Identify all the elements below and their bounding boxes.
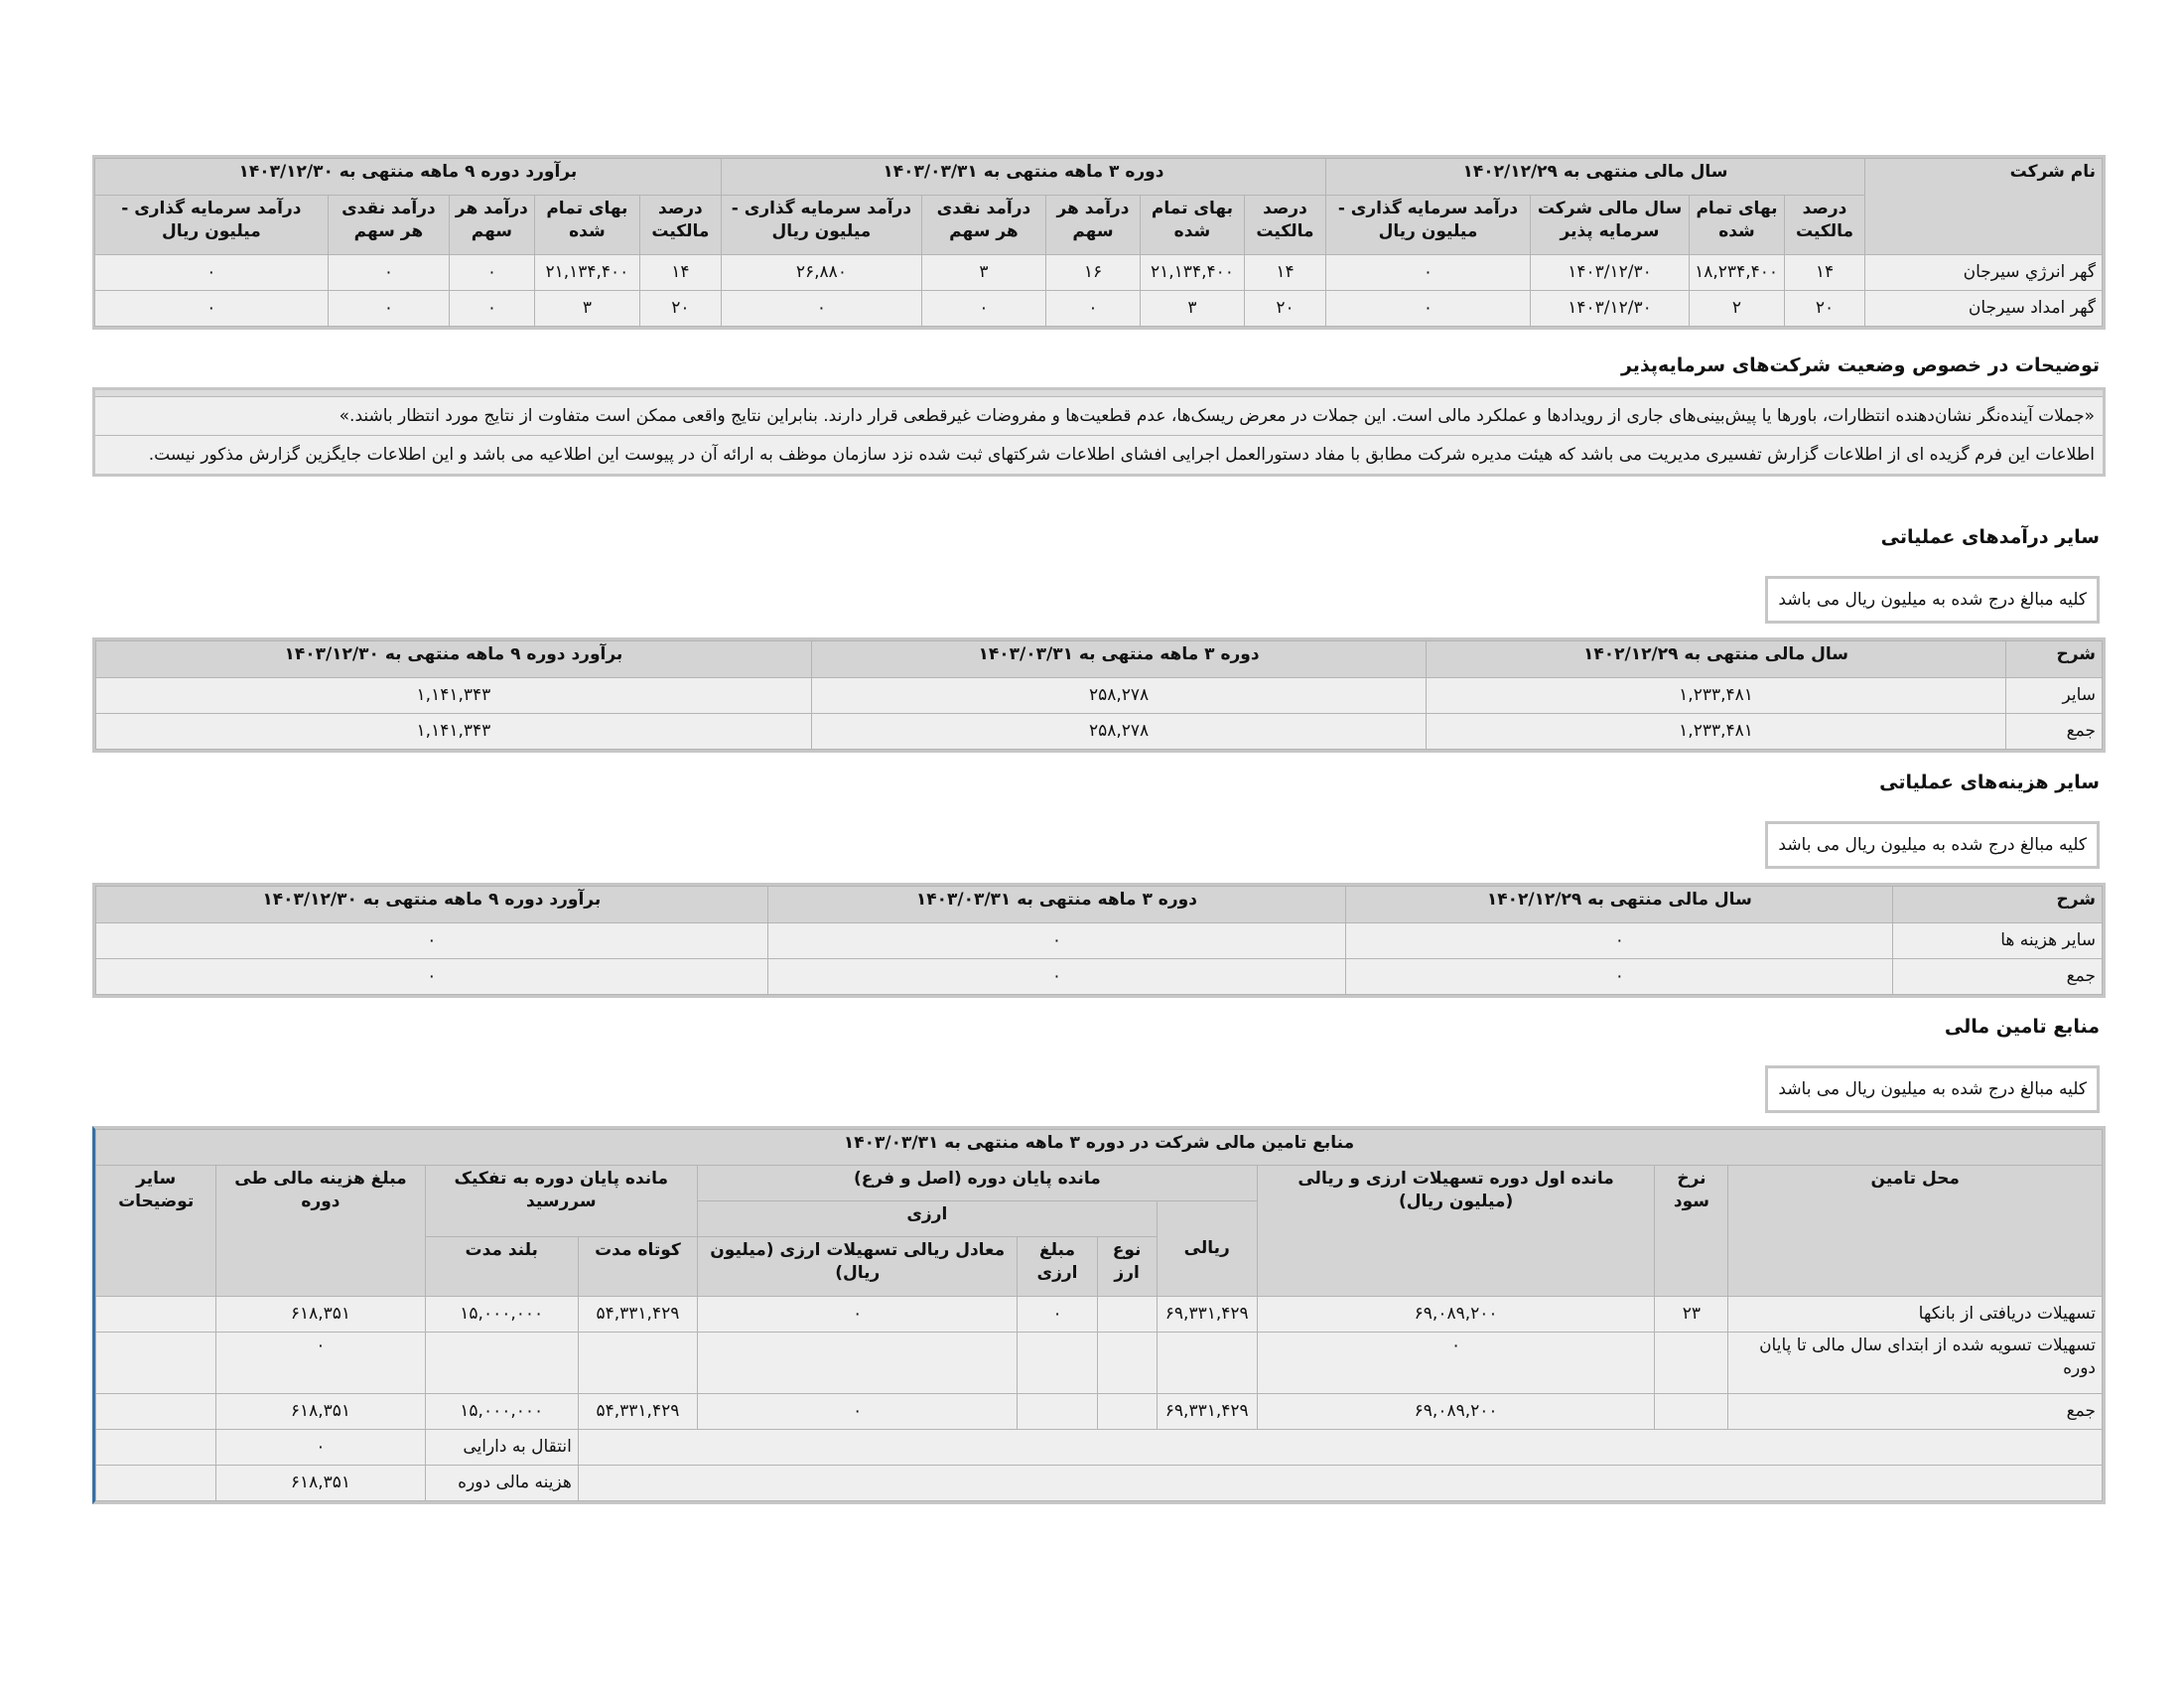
cell: ۱۴۰۳/۱۲/۳۰ xyxy=(1531,255,1690,291)
col-fy1402: سال مالی منتهی به ۱۴۰۲/۱۲/۲۹ xyxy=(1427,641,2005,678)
cell: ۱۸,۲۳۴,۴۰۰ xyxy=(1690,255,1785,291)
financing-table xyxy=(95,1129,2103,1501)
col-description: شرح xyxy=(2005,641,2102,678)
col-source: محل تامین xyxy=(1728,1166,2103,1297)
source-label: جمع xyxy=(1728,1394,2103,1430)
cell: ۱,۲۳۳,۴۸۱ xyxy=(1427,678,2005,714)
cell: ۲۰ xyxy=(639,291,721,327)
other-income-unit-note: کلیه مبالغ درج شده به میلیون ریال می باشد xyxy=(1765,576,2100,624)
investees-table-wrap xyxy=(92,155,2106,330)
blank-cell xyxy=(578,1466,2102,1501)
cell: ۰ xyxy=(767,959,1345,995)
cell: ۰ xyxy=(767,923,1345,959)
source-label: تسهیلات تسویه شده از ابتدای سال مالی تا پایان دوره xyxy=(1728,1333,2103,1394)
row-label: جمع xyxy=(1893,959,2103,995)
g3-income: درآمد سرمایه گذاری - میلیون ریال xyxy=(94,196,328,255)
cell xyxy=(1157,1333,1257,1394)
cell: ۰ xyxy=(1257,1333,1655,1394)
col-short-term: کوتاه مدت xyxy=(578,1237,697,1297)
table-row xyxy=(96,923,2103,959)
financing-table-title: منابع تامین مالی شرکت در دوره ۳ ماهه منتهی به ۱۴۰۳/۰۳/۳۱ xyxy=(96,1130,2103,1166)
financing-title: منابع تامین مالی xyxy=(1944,1016,2100,1038)
cell: ۰ xyxy=(216,1333,425,1394)
investees-table xyxy=(94,158,2103,327)
row-label: سایر هزینه ها xyxy=(1893,923,2103,959)
g3-eps: درآمد هر سهم xyxy=(449,196,534,255)
cell: ۱,۱۴۱,۳۴۳ xyxy=(96,678,812,714)
cell: ۰ xyxy=(96,923,768,959)
explanations-title: توضیحات در خصوص وضعیت شرکت‌های سرمایه‌پذیر xyxy=(1620,354,2100,376)
cell: ۲۵۸,۲۷۸ xyxy=(811,678,1427,714)
cell: ۰ xyxy=(698,1297,1018,1333)
cell xyxy=(96,1333,216,1394)
cell: ۳ xyxy=(534,291,639,327)
cell: ۲۳ xyxy=(1655,1297,1728,1333)
col-q1-1403: دوره ۳ ماهه منتهی به ۱۴۰۳/۰۳/۳۱ xyxy=(767,887,1345,923)
financing-unit-note: کلیه مبالغ درج شده به میلیون ریال می باشد xyxy=(1765,1065,2100,1113)
table-row xyxy=(96,1394,2103,1430)
cell xyxy=(698,1333,1018,1394)
cell: ۰ xyxy=(94,291,328,327)
cell: ۶۹,۰۸۹,۲۰۰ xyxy=(1257,1394,1655,1430)
col-closing: مانده پایان دوره (اصل و فرع) xyxy=(698,1166,1258,1201)
col-fx-equiv: معادل ریالی تسهیلات ارزی (میلیون ریال) xyxy=(698,1237,1018,1297)
cell: ۰ xyxy=(1346,923,1893,959)
col-other: سایر توضیحات xyxy=(96,1166,216,1297)
table-row xyxy=(96,1297,2103,1333)
g1-fiscal-year: سال مالی شرکت سرمایه پذیر xyxy=(1531,196,1690,255)
cell: ۰ xyxy=(328,255,449,291)
cell: ۶۱۸,۳۵۱ xyxy=(216,1394,425,1430)
cell: ۱۵,۰۰۰,۰۰۰ xyxy=(425,1297,578,1333)
g3-ownership: درصد مالکیت xyxy=(639,196,721,255)
cell xyxy=(1018,1333,1097,1394)
col-rate: نرخ سود xyxy=(1655,1166,1728,1297)
group-fy1402: سال مالی منتهی به ۱۴۰۲/۱۲/۲۹ xyxy=(1325,159,1864,196)
cell: ۰ xyxy=(94,255,328,291)
cell: ۱۴ xyxy=(1244,255,1325,291)
col-fy1402: سال مالی منتهی به ۱۴۰۲/۱۲/۲۹ xyxy=(1346,887,1893,923)
table-row xyxy=(96,1333,2103,1394)
col-fx-type: نوع ارز xyxy=(1097,1237,1157,1297)
period-cost-value: ۶۱۸,۳۵۱ xyxy=(216,1466,425,1501)
cell: ۶۹,۰۸۹,۲۰۰ xyxy=(1257,1297,1655,1333)
table-row xyxy=(96,1466,2103,1501)
cell: ۰ xyxy=(1325,291,1530,327)
col-opening: مانده اول دوره تسهیلات ارزی و ریالی (میلیون ریال) xyxy=(1257,1166,1655,1297)
cell: ۲ xyxy=(1690,291,1785,327)
cell: ۳ xyxy=(1140,291,1244,327)
company-name: گهر امداد سيرجان xyxy=(1865,291,2103,327)
g3-dps: درآمد نقدی هر سهم xyxy=(328,196,449,255)
table-row xyxy=(96,1430,2103,1466)
cell: ۵۴,۳۳۱,۴۲۹ xyxy=(578,1297,697,1333)
cell: ۰ xyxy=(698,1394,1018,1430)
col-fx-amount: مبلغ ارزی xyxy=(1018,1237,1097,1297)
transfer-label: انتقال به دارایی xyxy=(425,1430,578,1466)
col-long-term: بلند مدت xyxy=(425,1237,578,1297)
row-label: سایر xyxy=(2005,678,2102,714)
cell: ۱۴ xyxy=(1785,255,1865,291)
cell: ۲۰ xyxy=(1785,291,1865,327)
cell: ۶۱۸,۳۵۱ xyxy=(216,1297,425,1333)
other-income-table-wrap xyxy=(92,637,2106,753)
g1-ownership: درصد مالکیت xyxy=(1785,196,1865,255)
cell xyxy=(96,1297,216,1333)
g1-cost: بهای تمام شده xyxy=(1690,196,1785,255)
cell: ۲۱,۱۳۴,۴۰۰ xyxy=(1140,255,1244,291)
cell: ۲۶,۸۸۰ xyxy=(721,255,921,291)
period-cost-label: هزینه مالی دوره xyxy=(425,1466,578,1501)
table-row xyxy=(96,714,2103,750)
source-label: تسهیلات دریافتی از بانکها xyxy=(1728,1297,2103,1333)
col-maturity: مانده پایان دوره به تفکیک سررسید xyxy=(425,1166,697,1237)
cell: ۰ xyxy=(449,255,534,291)
blank-cell xyxy=(578,1430,2102,1466)
blank-cell xyxy=(96,1466,216,1501)
cell xyxy=(1018,1394,1097,1430)
row-label: جمع xyxy=(2005,714,2102,750)
blank-cell xyxy=(96,1430,216,1466)
transfer-value: ۰ xyxy=(216,1430,425,1466)
g2-eps: درآمد هر سهم xyxy=(1045,196,1140,255)
col-9m-1403: برآورد دوره ۹ ماهه منتهی به ۱۴۰۳/۱۲/۳۰ xyxy=(96,641,812,678)
cell: ۲۰ xyxy=(1244,291,1325,327)
g2-cost: بهای تمام شده xyxy=(1140,196,1244,255)
cell: ۱,۲۳۳,۴۸۱ xyxy=(1427,714,2005,750)
cell xyxy=(1097,1297,1157,1333)
cell: ۰ xyxy=(1018,1297,1097,1333)
cell: ۰ xyxy=(721,291,921,327)
financing-table-wrap xyxy=(92,1126,2106,1504)
table-row xyxy=(94,291,2102,327)
g2-income: درآمد سرمایه گذاری - میلیون ریال xyxy=(721,196,921,255)
cell: ۱۴ xyxy=(639,255,721,291)
cell: ۰ xyxy=(328,291,449,327)
col-description: شرح xyxy=(1893,887,2103,923)
col-9m-1403: برآورد دوره ۹ ماهه منتهی به ۱۴۰۳/۱۲/۳۰ xyxy=(96,887,768,923)
col-company: نام شرکت xyxy=(1865,159,2103,255)
cell: ۰ xyxy=(1346,959,1893,995)
cell: ۶۹,۳۳۱,۴۲۹ xyxy=(1157,1394,1257,1430)
cell xyxy=(96,1394,216,1430)
cell xyxy=(1655,1394,1728,1430)
cell: ۲۱,۱۳۴,۴۰۰ xyxy=(534,255,639,291)
col-q1-1403: دوره ۳ ماهه منتهی به ۱۴۰۳/۰۳/۳۱ xyxy=(811,641,1427,678)
cell: ۰ xyxy=(449,291,534,327)
cell: ۵۴,۳۳۱,۴۲۹ xyxy=(578,1394,697,1430)
table-row xyxy=(96,678,2103,714)
col-fin-cost: مبلغ هزینه مالی طی دوره xyxy=(216,1166,425,1297)
cell: ۰ xyxy=(96,959,768,995)
g1-income: درآمد سرمایه گذاری - میلیون ریال xyxy=(1325,196,1530,255)
group-9m-1403: برآورد دوره ۹ ماهه منتهی به ۱۴۰۳/۱۲/۳۰ xyxy=(94,159,721,196)
company-name: گهر انرژي سيرجان xyxy=(1865,255,2103,291)
g2-ownership: درصد مالکیت xyxy=(1244,196,1325,255)
other-expenses-unit-note: کلیه مبالغ درج شده به میلیون ریال می باشد xyxy=(1765,821,2100,869)
forward-looking-note: «جملات آینده‌نگر نشان‌دهنده انتظارات، باورها یا پیش‌بینی‌های جاری از رویدادها و عملکرد مالی است. این جملات در معرض ریسک‌ها، عدم قطعیت‌ها و مفروضات غیرقطعی قرار دارند. بنابراین نتایج واقعی ممکن است متفاوت از نتایج مورد انتظار باشند.» xyxy=(95,396,2103,435)
explanations-box xyxy=(92,387,2106,477)
cell: ۰ xyxy=(1325,255,1530,291)
cell: ۲۵۸,۲۷۸ xyxy=(811,714,1427,750)
table-row xyxy=(94,255,2102,291)
cell xyxy=(1655,1333,1728,1394)
other-income-title: سایر درآمدهای عملیاتی xyxy=(1880,526,2100,548)
cell: ۳ xyxy=(921,255,1045,291)
cell: ۱۵,۰۰۰,۰۰۰ xyxy=(425,1394,578,1430)
cell: ۱,۱۴۱,۳۴۳ xyxy=(96,714,812,750)
table-row xyxy=(96,959,2103,995)
cell: ۰ xyxy=(1045,291,1140,327)
g3-cost: بهای تمام شده xyxy=(534,196,639,255)
cell xyxy=(425,1333,578,1394)
other-expenses-table xyxy=(95,886,2103,995)
g2-dps: درآمد نقدی هر سهم xyxy=(921,196,1045,255)
cell: ۶۹,۳۳۱,۴۲۹ xyxy=(1157,1297,1257,1333)
cell xyxy=(1097,1333,1157,1394)
other-income-table xyxy=(95,640,2103,750)
col-fx: ارزی xyxy=(698,1201,1158,1237)
cell: ۱۴۰۳/۱۲/۳۰ xyxy=(1531,291,1690,327)
other-expenses-title: سایر هزینه‌های عملیاتی xyxy=(1879,772,2100,793)
group-q1-1403: دوره ۳ ماهه منتهی به ۱۴۰۳/۰۳/۳۱ xyxy=(721,159,1325,196)
cell xyxy=(578,1333,697,1394)
cell xyxy=(1097,1394,1157,1430)
other-expenses-table-wrap xyxy=(92,883,2106,998)
cell: ۰ xyxy=(921,291,1045,327)
cell: ۱۶ xyxy=(1045,255,1140,291)
col-rial: ریالی xyxy=(1157,1201,1257,1297)
disclaimer-note: اطلاعات این فرم گزیده ای از اطلاعات گزارش تفسیری مدیریت می باشد که هیئت مدیره شرکت مطابق با مفاد دستورالعمل اجرایی افشای اطلاعات شرکتهای ثبت شده نزد سازمان موظف به ارائه آن در پیوست این اطلاعیه می باشد و این اطلاعات جایگزین گزارش مذکور نیست. xyxy=(95,435,2103,474)
